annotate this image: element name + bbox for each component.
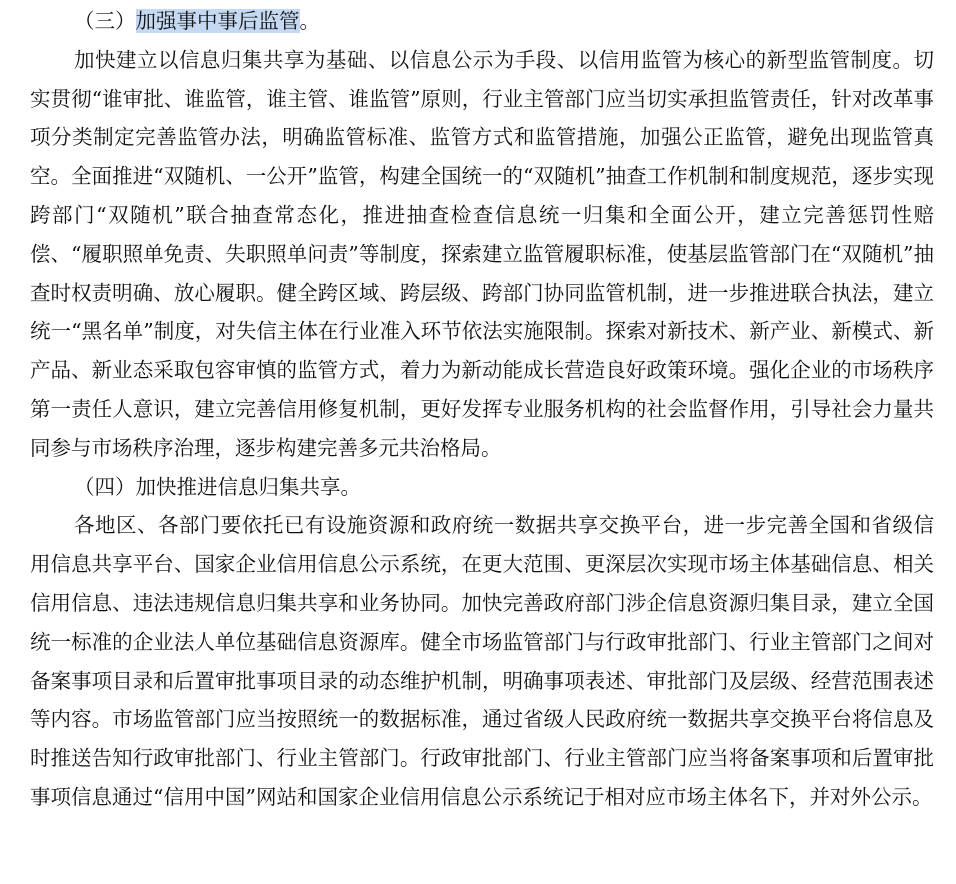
section-4-heading: （四）加快推进信息归集共享。 xyxy=(74,474,361,499)
section-3-heading xyxy=(30,2,934,41)
section-4-body: 各地区、各部门要依托已有设施资源和政府统一数据共享交换平台，进一步完善全国和省级信用信息共享平台、国家企业信用信息公示系统，在更大范围、更深层次实现市场主体基础信息、相关信用信息、违法违规信息归集共享和业务协同。加快完善政府部门涉企信息资源归集目录，建立全国统一标准的企业法人单位基础信息资源库。健全市场监管部门与行政审批部门、行业主管部门之间对备案事项目录和后置审批事项目录的动态维护机制，明确事项表述、审批部门及层级、经营范围表述等内容。市场监管部门应当按照统一的数据标准，通过省级人民政府统一数据共享交换平台将信息及时推送告知行政审批部门、行业主管部门。行政审批部门、行业主管部门应当将备案事项和后置审批事项信息通过“信用中国”网站和国家企业信用信息公示系统记于相对应市场主体名下，并对外公示。 xyxy=(30,513,934,809)
selected-text-highlight[interactable]: 加强事中事后监管 xyxy=(135,9,300,33)
section-3-prefix: （三） xyxy=(74,9,136,33)
section-3-body: 加快建立以信息归集共享为基础、以信息公示为手段、以信用监管为核心的新型监管制度。切实贯彻“谁审批、谁监管，谁主管、谁监管”原则，行业主管部门应当切实承担监管责任，针对改革事项分类制定完善监管办法，明确监管标准、监管方式和监管措施，加强公正监管，避免出现监管真空。全面推进“双随机、一公开”监管，构建全国统一的“双随机”抽查工作机制和制度规范，逐步实现跨部门“双随机”联合抽查常态化，推进抽查检查信息统一归集和全面公开，建立完善惩罚性赔偿、“履职照单免责、失职照单问责”等制度，探索建立监管履职标准，使基层监管部门在“双随机”抽查时权责明确、放心履职。健全跨区域、跨层级、跨部门协同监管机制，进一步推进联合执法，建立统一“黑名单”制度，对失信主体在行业准入环节依法实施限制。探索对新技术、新产业、新模式、新产品、新业态采取包容审慎的监管方式，着力为新动能成长营造良好政策环境。强化企业的市场秩序第一责任人意识，建立完善信用修复机制，更好发挥专业服务机构的社会监督作用，引导社会力量共同参与市场秩序治理，逐步构建完善多元共治格局。 xyxy=(30,47,934,460)
section-3-suffix: 。 xyxy=(299,9,320,33)
